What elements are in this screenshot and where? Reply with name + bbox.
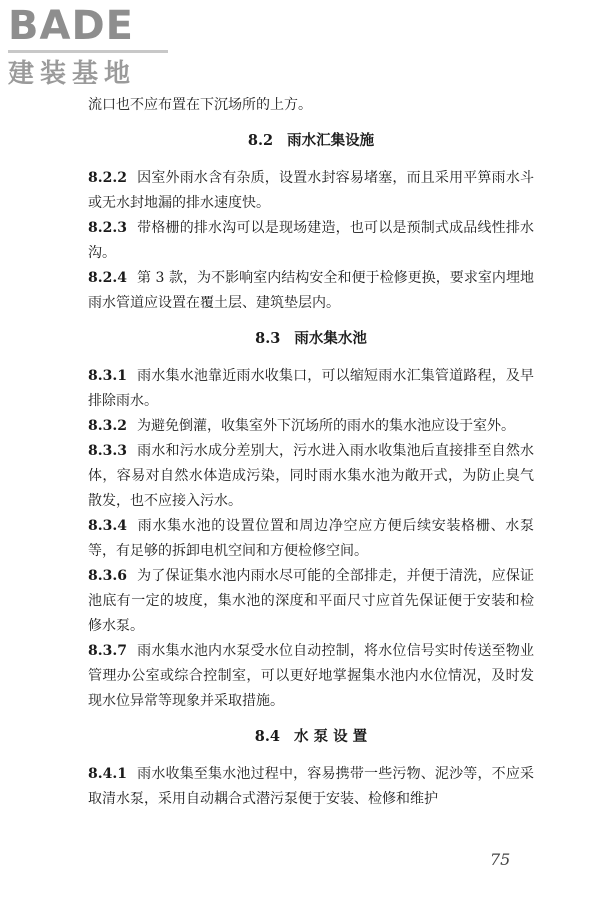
clause-8-4-1 [88,762,534,812]
clause-text: 为避免倒灌，收集室外下沉场所的雨水的集水池应设于室外。 [136,418,515,434]
clause-8-2-3 [88,216,534,266]
clause-8-3-2 [88,414,534,439]
logo-brand-text: BADE [8,3,134,49]
clause-text: 带格栅的排水沟可以是现场建造，也可以是预制式成品线性排水沟。 [88,220,534,261]
section-heading-8-4 [88,724,534,750]
intro-line: 流口也不应布置在下沉场所的上方。 [88,97,312,113]
page-number: 75 [490,850,511,869]
section-title: 雨水集水池 [294,330,367,347]
logo-subtitle: 建装基地 [8,59,137,89]
clause-8-2-4 [88,266,534,316]
section-number: 8.3 [255,330,281,347]
clause-8-3-6 [88,564,534,639]
brand-logo [8,4,178,94]
clause-number: 8.3.1 [88,368,127,384]
clause-8-3-3 [88,439,534,514]
clause-text: 第 3 款，为不影响室内结构安全和便于检修更换，要求室内埋地雨水管道应设置在覆土层、建筑垫层内。 [88,270,534,311]
clause-number: 8.2.2 [88,170,127,186]
section-title: 水 泵 设 置 [294,728,368,745]
clause-text: 因室外雨水含有杂质，设置水封容易堵塞，而且采用平箅雨水斗或无水封地漏的排水速度快。 [88,170,534,211]
clause-number: 8.3.4 [88,518,127,534]
section-number: 8.2 [247,132,274,149]
clause-8-3-7 [88,639,534,714]
section-heading-8-3 [88,326,534,352]
clause-8-2-2 [88,166,534,216]
clause-text: 雨水集水池靠近雨水收集口，可以缩短雨水汇集管道路程，及早排除雨水。 [88,368,534,409]
clause-text: 雨水和污水成分差别大，污水进入雨水收集池后直接排至自然水体，容易对自然水体造成污染，同时雨水集水池为敞开式，为防止臭气散发，也不应接入污水。 [88,443,534,509]
clause-text: 雨水收集至集水池过程中，容易携带一些污物、泥沙等，不应采取清水泵，采用自动耦合式潜污泵便于安装、检修和维护 [88,766,534,807]
clause-number: 8.3.6 [88,568,127,584]
logo-rule [8,50,168,53]
clause-8-3-1 [88,364,534,414]
section-title: 雨水汇集设施 [287,132,375,149]
clause-text: 雨水集水池的设置位置和周边净空应方便后续安装格栅、水泵等，有足够的拆卸电机空间和方便检修空间。 [88,518,534,559]
clause-8-3-4 [88,514,534,564]
clause-text: 雨水集水池内水泵受水位自动控制，将水位信号实时传送至物业管理办公室或综合控制室，可以更好地掌握集水池内水位情况，及时发现水位异常等现象并采取措施。 [88,643,534,709]
clause-number: 8.3.2 [88,418,127,434]
document-body [88,93,534,812]
clause-number: 8.2.3 [88,220,127,236]
section-number: 8.4 [254,728,281,745]
clause-number: 8.2.4 [88,270,127,286]
section-heading-8-2 [88,128,534,154]
clause-text: 为了保证集水池内雨水尽可能的全部排走，并便于清洗，应保证池底有一定的坡度，集水池的深度和平面尺寸应首先保证便于安装和检修水泵。 [88,568,534,634]
clause-number: 8.3.3 [88,443,127,459]
clause-number: 8.4.1 [88,766,127,782]
clause-number: 8.3.7 [88,643,127,659]
